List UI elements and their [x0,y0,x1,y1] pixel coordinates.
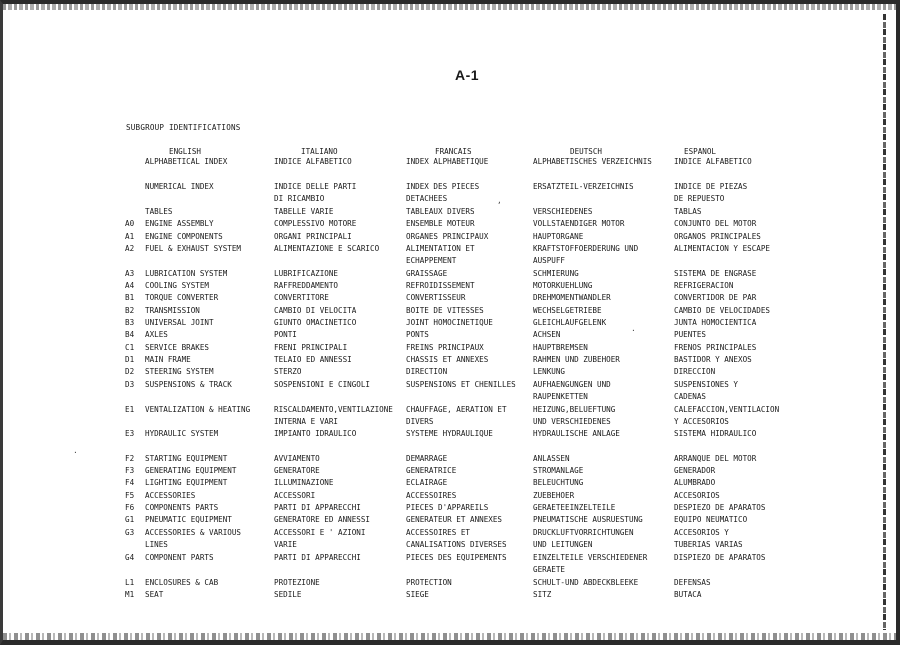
francais-text: CANALISATIONS DIVERSES [406,540,507,549]
espanol-text: JUNTA HOMOCIENTICA [674,318,757,327]
espanol-text: BUTACA [674,590,702,599]
espanol-text: DEFENSAS [674,578,711,587]
espanol-text: INDICE DE PIEZAS [674,182,748,191]
italiano-text: PONTI [274,330,297,339]
deutsch-text: VERSCHIEDENES [533,207,593,216]
italiano-text: CONVERTITORE [274,293,329,302]
espanol-text: CONVERTIDOR DE PAR [674,293,757,302]
deutsch-text: ANLASSEN [533,454,570,463]
english-text: ALPHABETICAL INDEX [145,157,228,166]
espanol-text: DIRECCION [674,367,716,376]
italiano-text: DI RICAMBIO [274,194,325,203]
subgroup-code: F6 [125,503,135,512]
deutsch-text: GERAETEEINZELTEILE [533,503,616,512]
english-text: NUMERICAL INDEX [145,182,214,191]
subgroup-code: A4 [125,281,135,290]
english-text: SEAT [145,590,164,599]
subgroup-code: F5 [125,491,135,500]
english-text: AXLES [145,330,168,339]
deutsch-text: ALPHABETISCHES VERZEICHNIS [533,157,652,166]
deutsch-text: SITZ [533,590,552,599]
deutsch-text: EINZELTEILE VERSCHIEDENER [533,553,648,562]
francais-text: DETACHEES [406,194,448,203]
francais-text: PROTECTION [406,578,452,587]
espanol-text: TUBERIAS VARIAS [674,540,743,549]
english-text: STARTING EQUIPMENT [145,454,228,463]
deutsch-text: KRAFTSTOFFOERDERUNG UND [533,244,639,253]
francais-text: CHASSIS ET ANNEXES [406,355,489,364]
subgroup-code: D2 [125,367,135,376]
francais-text: TABLEAUX DIVERS [406,207,475,216]
subgroup-code: B4 [125,330,135,339]
italiano-text: ORGANI PRINCIPALI [274,232,352,241]
scan-speck: · [631,326,636,335]
deutsch-text: HEIZUNG,BELUEFTUNG [533,405,616,414]
subgroup-code: G4 [125,553,135,562]
francais-text: SIEGE [406,590,429,599]
deutsch-text: GLEICHLAUFGELENK [533,318,607,327]
english-text: ACCESSORIES [145,491,196,500]
subgroup-code: G3 [125,528,135,537]
italiano-text: RISCALDAMENTO,VENTILAZIONE [274,405,393,414]
francais-text: BOITE DE VITESSES [406,306,484,315]
deutsch-text: RAHMEN UND ZUBEHOER [533,355,620,364]
espanol-text: ORGANOS PRINCIPALES [674,232,761,241]
italiano-text: GENERATORE [274,466,320,475]
francais-text: ECHAPPEMENT [406,256,457,265]
francais-text: REFROIDISSEMENT [406,281,475,290]
subgroup-code: E1 [125,405,135,414]
italiano-text: ACCESSORI E ' AZIONI [274,528,366,537]
english-text: ENGINE ASSEMBLY [145,219,214,228]
deutsch-text: SCHULT-UND ABDECKBLEEKE [533,578,639,587]
english-text: SERVICE BRAKES [145,343,210,352]
italiano-text: IMPIANTO IDRAULICO [274,429,357,438]
francais-text: GENERATRICE [406,466,457,475]
italiano-text: RAFFREDDAMENTO [274,281,339,290]
page-title: A-1 [455,67,480,83]
espanol-text: SUSPENSIONES Y [674,380,739,389]
italiano-text: CAMBIO DI VELOCITA [274,306,357,315]
francais-text: SYSTEME HYDRAULIQUE [406,429,493,438]
english-text: TORQUE CONVERTER [145,293,219,302]
francais-text: ENSEMBLE MOTEUR [406,219,475,228]
deutsch-text: HAUPTORGANE [533,232,584,241]
subgroup-code: M1 [125,590,135,599]
english-text: MAIN FRAME [145,355,191,364]
section-heading: SUBGROUP IDENTIFICATIONS [126,123,241,132]
english-text: VENTALIZATION & HEATING [145,405,251,414]
subgroup-code: B1 [125,293,135,302]
espanol-text: DESPIEZO DE APARATOS [674,503,766,512]
espanol-text: DE REPUESTO [674,194,725,203]
subgroup-code: F4 [125,478,135,487]
deutsch-text: HAUPTBREMSEN [533,343,588,352]
italiano-text: STERZO [274,367,302,376]
francais-text: ORGANES PRINCIPAUX [406,232,489,241]
deutsch-text: ZUEBEHOER [533,491,575,500]
deutsch-text: ERSATZTEIL-VERZEICHNIS [533,182,634,191]
deutsch-text: PNEUMATISCHE AUSRUESTUNG [533,515,643,524]
espanol-text: CONJUNTO DEL MOTOR [674,219,757,228]
column-header-deutsch: DEUTSCH [570,147,603,156]
deutsch-text: AUFHAENGUNGEN UND [533,380,611,389]
espanol-text: Y ACCESORIOS [674,417,729,426]
column-header-espanol: ESPANOL [684,147,717,156]
espanol-text: ALIMENTACION Y ESCAPE [674,244,771,253]
subgroup-code: A2 [125,244,135,253]
italiano-text: ILLUMINAZIONE [274,478,334,487]
deutsch-text: DREHMOMENTWANDLER [533,293,611,302]
italiano-text: INDICE DELLE PARTI [274,182,357,191]
deutsch-text: HYDRAULISCHE ANLAGE [533,429,620,438]
francais-text: GENERATEUR ET ANNEXES [406,515,503,524]
subgroup-code: A0 [125,219,135,228]
subgroup-code: A1 [125,232,135,241]
deutsch-text: WECHSELGETRIEBE [533,306,602,315]
espanol-text: SISTEMA DE ENGRASE [674,269,757,278]
italiano-text: TABELLE VARIE [274,207,334,216]
espanol-text: CALEFACCION,VENTILACION [674,405,780,414]
italiano-text: SEDILE [274,590,302,599]
espanol-text: ACCESORIOS [674,491,720,500]
francais-text: FREINS PRINCIPAUX [406,343,484,352]
italiano-text: PARTI DI APPARECCHI [274,553,361,562]
column-header-english: ENGLISH [169,147,202,156]
deutsch-text: GERAETE [533,565,566,574]
francais-text: INDEX DES PIECES [406,182,480,191]
subgroup-code: C1 [125,343,135,352]
italiano-text: LUBRIFICAZIONE [274,269,339,278]
subgroup-code: F3 [125,466,135,475]
francais-text: PIECES DES EQUIPEMENTS [406,553,507,562]
italiano-text: VARIE [274,540,297,549]
subgroup-code: B2 [125,306,135,315]
english-text: COMPONENTS PARTS [145,503,219,512]
italiano-text: ALIMENTAZIONE E SCARICO [274,244,380,253]
subgroup-code: D3 [125,380,135,389]
espanol-text: ACCESORIOS Y [674,528,729,537]
deutsch-text: SCHMIERUNG [533,269,579,278]
espanol-text: DISPIEZO DE APARATOS [674,553,766,562]
italiano-text: PARTI DI APPARECCHI [274,503,361,512]
francais-text: INDEX ALPHABETIQUE [406,157,489,166]
espanol-text: PUENTES [674,330,707,339]
scan-speck: · [73,448,78,457]
english-text: COOLING SYSTEM [145,281,210,290]
english-text: TRANSMISSION [145,306,200,315]
italiano-text: TELAIO ED ANNESSI [274,355,352,364]
scan-edge [883,14,886,630]
espanol-text: GENERADOR [674,466,716,475]
francais-text: PIECES D'APPAREILS [406,503,489,512]
column-header-italiano: ITALIANO [301,147,338,156]
espanol-text: CAMBIO DE VELOCIDADES [674,306,771,315]
subgroup-code: A3 [125,269,135,278]
english-text: STEERING SYSTEM [145,367,214,376]
espanol-text: INDICE ALFABETICO [674,157,752,166]
italiano-text: AVVIAMENTO [274,454,320,463]
italiano-text: GIUNTO OMACINETICO [274,318,357,327]
espanol-text: EQUIPO NEUMATICO [674,515,748,524]
deutsch-text: RAUPENKETTEN [533,392,588,401]
deutsch-text: UND LEITUNGEN [533,540,593,549]
francais-text: DIVERS [406,417,434,426]
english-text: ENCLOSURES & CAB [145,578,219,587]
italiano-text: PROTEZIONE [274,578,320,587]
francais-text: ACCESSOIRES ET [406,528,471,537]
espanol-text: CADENAS [674,392,707,401]
column-header-francais: FRANCAIS [435,147,472,156]
subgroup-code: L1 [125,578,135,587]
english-text: FUEL & EXHAUST SYSTEM [145,244,242,253]
espanol-text: FRENOS PRINCIPALES [674,343,757,352]
francais-text: DEMARRAGE [406,454,448,463]
italiano-text: INTERNA E VARI [274,417,339,426]
francais-text: ECLAIRAGE [406,478,448,487]
deutsch-text: VOLLSTAENDIGER MOTOR [533,219,625,228]
espanol-text: REFRIGERACION [674,281,734,290]
espanol-text: SISTEMA HIDRAULICO [674,429,757,438]
deutsch-text: BELEUCHTUNG [533,478,584,487]
english-text: PNEUMATIC EQUIPMENT [145,515,232,524]
francais-text: CONVERTISSEUR [406,293,466,302]
subgroup-code: G1 [125,515,135,524]
deutsch-text: ACHSEN [533,330,561,339]
italiano-text: COMPLESSIVO MOTORE [274,219,357,228]
english-text: ACCESSORIES & VARIOUS [145,528,242,537]
italiano-text: SOSPENSIONI E CINGOLI [274,380,371,389]
deutsch-text: AUSPUFF [533,256,566,265]
english-text: SUSPENSIONS & TRACK [145,380,232,389]
english-text: HYDRAULIC SYSTEM [145,429,219,438]
scan-speck: , [497,196,502,205]
english-text: UNIVERSAL JOINT [145,318,214,327]
subgroup-code: B3 [125,318,135,327]
deutsch-text: UND VERSCHIEDENES [533,417,611,426]
subgroup-code: D1 [125,355,135,364]
subgroup-code: E3 [125,429,135,438]
francais-text: ACCESSOIRES [406,491,457,500]
english-text: GENERATING EQUIPMENT [145,466,237,475]
francais-text: CHAUFFAGE, AERATION ET [406,405,507,414]
italiano-text: FRENI PRINCIPALI [274,343,348,352]
francais-text: ALIMENTATION ET [406,244,475,253]
francais-text: JOINT HOMOCINETIQUE [406,318,493,327]
english-text: LUBRICATION SYSTEM [145,269,228,278]
english-text: COMPONENT PARTS [145,553,214,562]
francais-text: PONTS [406,330,429,339]
francais-text: SUSPENSIONS ET CHENILLES [406,380,516,389]
italiano-text: INDICE ALFABETICO [274,157,352,166]
english-text: LIGHTING EQUIPMENT [145,478,228,487]
espanol-text: TABLAS [674,207,702,216]
english-text: LINES [145,540,168,549]
deutsch-text: DRUCKLUFTVORRICHTUNGEN [533,528,634,537]
francais-text: DIRECTION [406,367,448,376]
francais-text: GRAISSAGE [406,269,448,278]
espanol-text: BASTIDOR Y ANEXOS [674,355,752,364]
deutsch-text: MOTORKUEHLUNG [533,281,593,290]
english-text: TABLES [145,207,173,216]
italiano-text: ACCESSORI [274,491,316,500]
espanol-text: ARRANQUE DEL MOTOR [674,454,757,463]
english-text: ENGINE COMPONENTS [145,232,223,241]
italiano-text: GENERATORE ED ANNESSI [274,515,371,524]
espanol-text: ALUMBRADO [674,478,716,487]
deutsch-text: LENKUNG [533,367,566,376]
subgroup-code: F2 [125,454,135,463]
deutsch-text: STROMANLAGE [533,466,584,475]
